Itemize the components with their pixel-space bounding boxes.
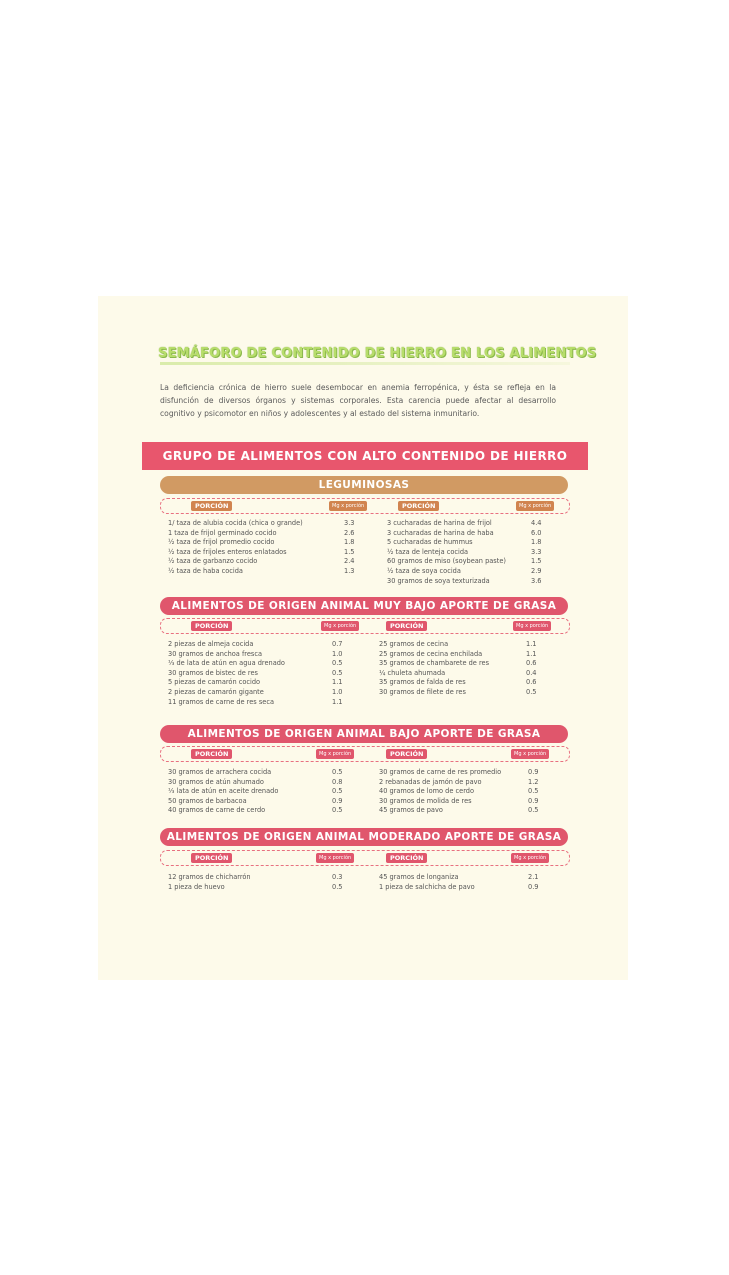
- list-item: [379, 678, 559, 688]
- portion-text: 25 gramos de cecina enchilada: [379, 649, 483, 658]
- iron-value: 0.9: [528, 796, 539, 805]
- iron-value: 0.5: [332, 659, 343, 668]
- portion-text: 25 gramos de cecina: [379, 640, 449, 648]
- portion-text: 45 gramos de pavo: [379, 806, 443, 815]
- list-item: [379, 883, 559, 893]
- iron-value: 6.0: [531, 528, 542, 537]
- iron-value: 1.0: [332, 649, 343, 658]
- portion-text: 5 cucharadas de hummus: [387, 538, 473, 547]
- page-title: SEMÁFORO DE CONTENIDO DE HIERRO EN LOS ALIMENTOS: [158, 346, 597, 361]
- iron-value: 0.6: [526, 678, 537, 687]
- list-item: [379, 768, 559, 778]
- iron-value: 1.5: [344, 547, 355, 556]
- iron-value: 0.3: [332, 873, 343, 881]
- portion-text: 35 gramos de falda de res: [379, 678, 466, 687]
- iron-value: 1.1: [526, 640, 537, 648]
- mg-label: Mg x porción: [321, 621, 359, 631]
- portion-text: 30 gramos de soya texturizada: [387, 576, 490, 585]
- section-title-bajo-grasa: ALIMENTOS DE ORIGEN ANIMAL BAJO APORTE DE GRASA: [160, 725, 568, 743]
- iron-value: 0.4: [526, 668, 537, 677]
- iron-value: 0.5: [332, 882, 343, 891]
- portion-text: 2 rebanadas de jamón de pavo: [379, 777, 482, 786]
- portion-text: ½ taza de garbanzo cocido: [168, 557, 258, 566]
- iron-value: 1.3: [344, 566, 355, 575]
- iron-value: 0.5: [332, 806, 343, 815]
- column-header-bar: [160, 498, 570, 514]
- list-item: [379, 640, 559, 650]
- iron-value: 2.9: [531, 566, 542, 575]
- mg-label: Mg x porción: [316, 749, 354, 759]
- portion-text: ¼ chuleta ahumada: [379, 668, 446, 677]
- portion-text: ½ taza de lenteja cocida: [387, 547, 469, 556]
- list-item: [168, 567, 368, 577]
- iron-value: 0.5: [332, 787, 343, 796]
- list-item: [168, 806, 368, 816]
- portion-text: 3 cucharadas de harina de frijol: [387, 519, 492, 527]
- portion-text: 30 gramos de bistec de res: [168, 668, 258, 677]
- list-item: [379, 650, 559, 660]
- list-item: [168, 688, 368, 698]
- list-item: [387, 557, 567, 567]
- portion-text: 30 gramos de atún ahumado: [168, 777, 264, 786]
- section-right-list: [379, 873, 559, 892]
- portion-text: 45 gramos de longaniza: [379, 873, 459, 881]
- list-item: [379, 873, 559, 883]
- portion-text: 12 gramos de chicharrón: [168, 873, 251, 881]
- iron-value: 1.1: [526, 649, 537, 658]
- iron-value: 3.3: [344, 519, 355, 527]
- list-item: [168, 538, 368, 548]
- iron-value: 1.5: [531, 557, 542, 566]
- iron-value: 1.0: [332, 687, 343, 696]
- list-item: [168, 529, 368, 539]
- list-item: [387, 548, 567, 558]
- portion-text: 50 gramos de barbacoa: [168, 796, 247, 805]
- iron-value: 0.7: [332, 640, 343, 648]
- mg-label: Mg x porción: [516, 501, 554, 511]
- list-item: [387, 538, 567, 548]
- portion-text: 40 gramos de lomo de cerdo: [379, 787, 475, 796]
- mg-label: Mg x porción: [511, 853, 549, 863]
- section-left-list: [168, 519, 368, 577]
- iron-value: 0.9: [528, 768, 539, 776]
- list-item: [379, 797, 559, 807]
- portion-text: 2 piezas de camarón gigante: [168, 687, 264, 696]
- iron-value: 0.5: [528, 806, 539, 815]
- list-item: [168, 873, 368, 883]
- portion-text: ½ taza de haba cocida: [168, 566, 243, 575]
- portion-text: ½ taza de frijoles enteros enlatados: [168, 547, 287, 556]
- portion-text: 60 gramos de miso (soybean paste): [387, 557, 506, 566]
- iron-value: 3.6: [531, 576, 542, 585]
- group-banner: GRUPO DE ALIMENTOS CON ALTO CONTENIDO DE HIERRO: [142, 442, 588, 470]
- list-item: [379, 778, 559, 788]
- list-item: [379, 659, 559, 669]
- section-title-muy-bajo-grasa: ALIMENTOS DE ORIGEN ANIMAL MUY BAJO APORTE DE GRASA: [160, 597, 568, 615]
- portion-label: PORCIÓN: [191, 621, 232, 631]
- portion-text: 5 piezas de camarón cocido: [168, 678, 261, 687]
- iron-value: 2.6: [344, 528, 355, 537]
- portion-text: ½ taza de frijol promedio cocido: [168, 538, 275, 547]
- section-left-list: [168, 873, 368, 892]
- iron-value: 1.8: [531, 538, 542, 547]
- portion-text: 2 piezas de almeja cocida: [168, 640, 254, 648]
- iron-value: 0.5: [526, 687, 537, 696]
- list-item: [168, 797, 368, 807]
- section-left-list: [168, 640, 368, 707]
- iron-value: 4.4: [531, 519, 542, 527]
- portion-label: PORCIÓN: [191, 749, 232, 759]
- iron-value: 1.1: [332, 678, 343, 687]
- iron-value: 0.5: [332, 768, 343, 776]
- list-item: [168, 640, 368, 650]
- portion-text: 1/ taza de alubia cocida (chica o grande): [168, 519, 303, 527]
- iron-value: 1.1: [332, 697, 343, 706]
- column-header-bar: [160, 850, 570, 866]
- iron-value: 3.3: [531, 547, 542, 556]
- portion-text: 30 gramos de arrachera cocida: [168, 768, 272, 776]
- column-header-bar: [160, 746, 570, 762]
- iron-value: 0.8: [332, 777, 343, 786]
- list-item: [168, 650, 368, 660]
- portion-label: PORCIÓN: [386, 749, 427, 759]
- list-item: [168, 557, 368, 567]
- portion-text: 30 gramos de anchoa fresca: [168, 649, 262, 658]
- mg-label: Mg x porción: [316, 853, 354, 863]
- list-item: [168, 883, 368, 893]
- document-page: [98, 296, 628, 980]
- iron-value: 0.9: [528, 882, 539, 891]
- portion-text: 11 gramos de carne de res seca: [168, 697, 274, 706]
- list-item: [379, 669, 559, 679]
- list-item: [387, 577, 567, 587]
- portion-text: 35 gramos de chambarete de res: [379, 659, 490, 668]
- section-right-list: [387, 519, 567, 586]
- list-item: [168, 778, 368, 788]
- iron-value: 0.6: [526, 659, 537, 668]
- list-item: [168, 787, 368, 797]
- iron-value: 2.4: [344, 557, 355, 566]
- list-item: [168, 698, 368, 708]
- portion-text: ⅓ lata de atún en aceite drenado: [168, 787, 279, 796]
- portion-label: PORCIÓN: [191, 501, 232, 511]
- section-title-moderado-grasa: ALIMENTOS DE ORIGEN ANIMAL MODERADO APORTE DE GRASA: [160, 828, 568, 846]
- intro-paragraph: La deficiencia crónica de hierro suele desembocar en anemia ferropénica, y ésta se refleja en la disfunción de diversos órganos y sistemas corporales. Esta carencia puede afectar al desarrollo cognitivo y psicomotor en niños y adolescentes y al estado del sistema inmunitario.: [160, 383, 556, 418]
- portion-text: ⅓ de lata de atún en agua drenado: [168, 659, 285, 668]
- section-right-list: [379, 640, 559, 698]
- column-header-bar: [160, 618, 570, 634]
- list-item: [379, 787, 559, 797]
- portion-text: 30 gramos de filete de res: [379, 687, 466, 696]
- portion-label: PORCIÓN: [386, 621, 427, 631]
- portion-text: 40 gramos de carne de cerdo: [168, 806, 266, 815]
- section-title-leguminosas: LEGUMINOSAS: [160, 476, 568, 494]
- portion-label: PORCIÓN: [191, 853, 232, 863]
- list-item: [379, 806, 559, 816]
- section-left-list: [168, 768, 368, 816]
- list-item: [168, 678, 368, 688]
- portion-text: 30 gramos de carne de res promedio: [379, 768, 502, 776]
- list-item: [168, 768, 368, 778]
- list-item: [168, 519, 368, 529]
- iron-value: 1.2: [528, 777, 539, 786]
- list-item: [387, 567, 567, 577]
- iron-value: 1.8: [344, 538, 355, 547]
- portion-label: PORCIÓN: [398, 501, 439, 511]
- iron-value: 0.5: [528, 787, 539, 796]
- list-item: [168, 669, 368, 679]
- mg-label: Mg x porción: [513, 621, 551, 631]
- portion-text: 1 pieza de salchicha de pavo: [379, 882, 475, 891]
- title-underline: [160, 362, 570, 365]
- portion-text: 30 gramos de molida de res: [379, 796, 472, 805]
- section-right-list: [379, 768, 559, 816]
- iron-value: 2.1: [528, 873, 539, 881]
- portion-text: 1 pieza de huevo: [168, 882, 225, 891]
- portion-text: 1 taza de frijol germinado cocido: [168, 528, 277, 537]
- iron-value: 0.9: [332, 796, 343, 805]
- list-item: [387, 519, 567, 529]
- iron-value: 0.5: [332, 668, 343, 677]
- mg-label: Mg x porción: [329, 501, 367, 511]
- list-item: [387, 529, 567, 539]
- portion-label: PORCIÓN: [386, 853, 427, 863]
- list-item: [168, 548, 368, 558]
- list-item: [379, 688, 559, 698]
- portion-text: 3 cucharadas de harina de haba: [387, 528, 494, 537]
- list-item: [168, 659, 368, 669]
- portion-text: ½ taza de soya cocida: [387, 566, 461, 575]
- mg-label: Mg x porción: [511, 749, 549, 759]
